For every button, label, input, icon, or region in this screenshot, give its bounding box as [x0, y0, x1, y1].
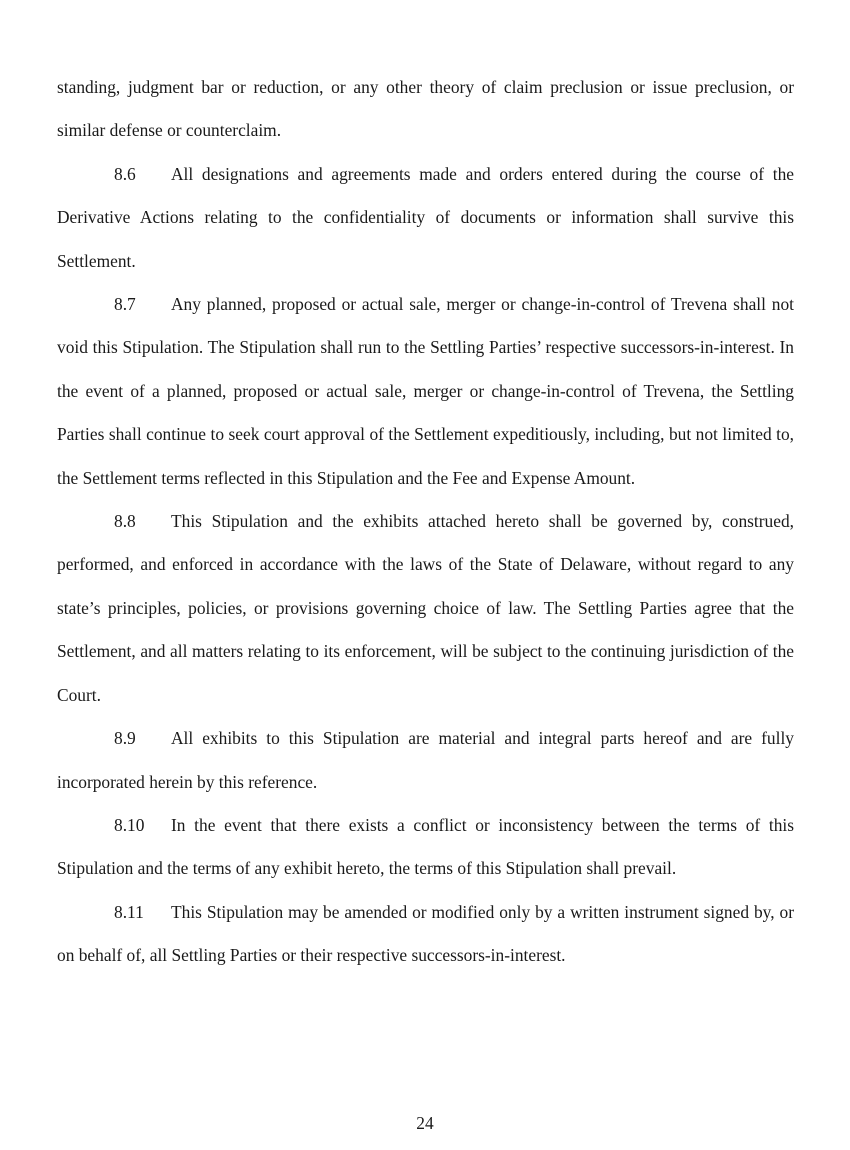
paragraph-8-8 — [57, 500, 794, 717]
paragraph-text: All exhibits to this Stipulation are material and integral parts hereof and are fully incorporated herein by this reference. — [57, 728, 794, 792]
page-number: 24 — [416, 1113, 434, 1133]
section-number: 8.8 — [114, 511, 136, 532]
paragraph-8-10 — [57, 804, 794, 891]
paragraph-text: standing, judgment bar or reduction, or any other theory of claim preclusion or issue preclusion, or similar defense or counterclaim. — [57, 77, 794, 141]
paragraph-text: In the event that there exists a conflict or inconsistency between the terms of this Stipulation and the terms of any exhibit hereto, the terms of this Stipulation shall prevail. — [57, 814, 794, 879]
paragraph-text: This Stipulation may be amended or modified only by a written instrument signed by, or on behalf of, all Settling Parties or their respective successors-in-interest. — [57, 901, 794, 966]
section-number: 8.7 — [114, 294, 136, 315]
paragraph-text: All designations and agreements made and orders entered during the course of the Derivative Actions relating to the confidentiality of documents or information shall survive this Settlement. — [57, 163, 794, 271]
paragraph-8-11 — [57, 891, 794, 978]
paragraph-8-6 — [57, 153, 794, 283]
section-number: 8.11 — [114, 901, 144, 922]
paragraph-text: Any planned, proposed or actual sale, merger or change-in-control of Trevena shall not void this Stipulation. The Stipulation shall run to the Settling Parties’ respective successors-in-interest. In the event of a planned, proposed or actual sale, merger or change-in-control of Trevena, the Settling Parties shall continue to seek court approval of the Settlement expeditiously, including, but not limited to, the Settlement terms reflected in this Stipulation and the Fee and Expense Amount. — [57, 294, 794, 488]
document-body — [57, 66, 794, 978]
paragraph-8-7 — [57, 283, 794, 500]
section-number: 8.6 — [114, 163, 136, 184]
paragraph-text: This Stipulation and the exhibits attached hereto shall be governed by, construed, performed, and enforced in accordance with the laws of the State of Delaware, without regard to any state’s principles, policies, or provisions governing choice of law. The Settling Parties agree that the Settlement, and all matters relating to its enforcement, will be subject to the continuing jurisdiction of the Court. — [57, 511, 794, 705]
paragraph-8-9 — [57, 717, 794, 804]
section-number: 8.10 — [114, 814, 145, 835]
section-number: 8.9 — [114, 728, 136, 749]
paragraph-continuation — [57, 66, 794, 153]
